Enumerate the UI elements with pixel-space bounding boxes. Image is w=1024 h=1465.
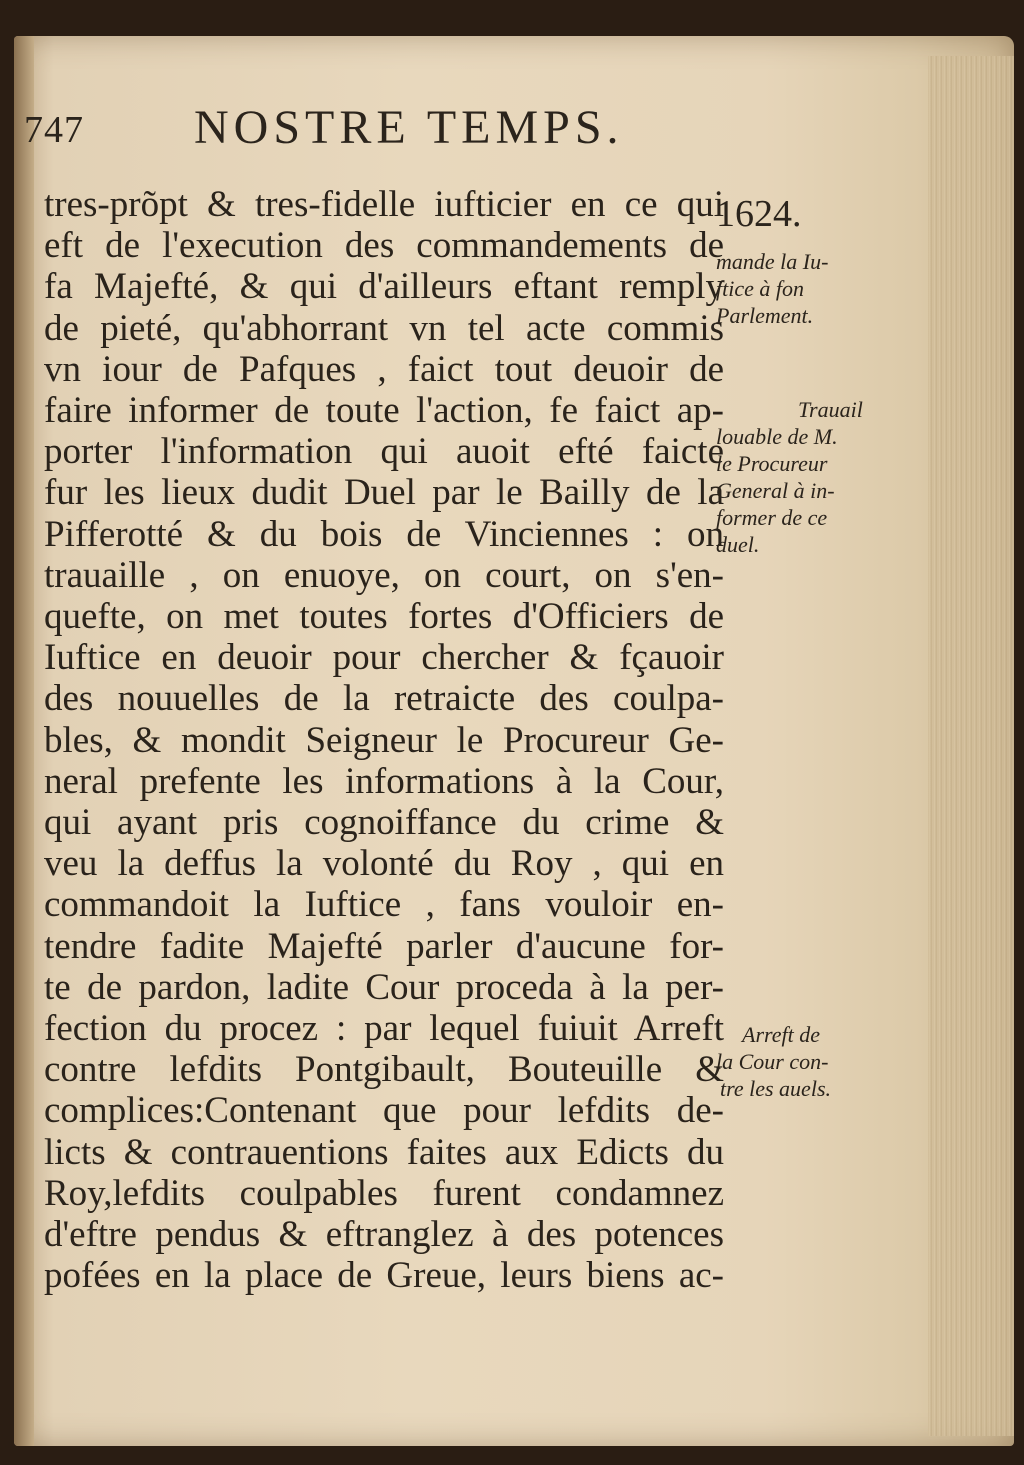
body-line: Roy,lefdits coulpables furent condamnez — [44, 1172, 724, 1214]
margin-note-line: Parlement. — [716, 303, 814, 328]
body-line: vn iour de Pafques , faict tout deuoir de — [44, 348, 724, 390]
body-line: de pieté, qu'abhorrant vn tel acte commis — [44, 307, 724, 349]
body-line: veu la deffus la volonté du Roy , qui en — [44, 843, 724, 885]
body-line: bles, & mondit Seigneur le Procureur Ge- — [44, 719, 724, 761]
body-line: fur les lieux dudit Duel par le Bailly de la — [44, 472, 724, 514]
page-fore-edge — [928, 56, 1014, 1436]
margin-note-line: General à in- — [716, 478, 835, 503]
body-line: trauaille , on enuoye, on court, on s'en- — [44, 554, 724, 596]
body-line: Iuftice en deuoir pour chercher & fçauoir — [44, 637, 724, 679]
margin-note-line: ftice à fon — [716, 276, 804, 301]
page-number: 747 — [24, 109, 84, 151]
body-line: licts & contrauentions faites aux Edicts du — [44, 1131, 724, 1173]
margin-note-line: le Procureur — [716, 451, 828, 476]
body-line: tres-prõpt & tres-fidelle iufticier en ce qui — [44, 184, 724, 225]
margin-year: 1624. — [716, 193, 802, 235]
body-line: d'eftre pendus & eftranglez à des potences — [44, 1214, 724, 1256]
margin-note-line: tre les auels. — [720, 1076, 831, 1101]
body-line: pofées en la place de Greue, leurs biens ac- — [44, 1255, 724, 1297]
body-line: Pifferotté & du bois de Vinciennes : on — [44, 513, 724, 555]
margin-note-line: mande la Iu- — [716, 249, 829, 274]
body-line: quefte, on met toutes fortes d'Officiers de — [44, 596, 724, 638]
body-line: des nouuelles de la retraicte des coulpa- — [44, 678, 724, 720]
body-line: fection du procez : par lequel fuiuit Arreft — [44, 1008, 724, 1050]
body-line: contre lefdits Pontgibault, Bouteuille & — [44, 1049, 724, 1091]
running-header — [24, 100, 724, 156]
body-line: tendre fadite Majefté parler d'aucune for- — [44, 925, 724, 967]
margin-note-line: louable de M. — [716, 424, 838, 449]
body-line: faire informer de toute l'action, fe faict ap- — [44, 390, 724, 432]
margin-note-line: Trauail — [798, 397, 863, 422]
body-line: complices:Contenant que pour lefdits de- — [44, 1090, 724, 1132]
body-line: porter l'information qui auoit efté faicte — [44, 431, 724, 473]
body-line: commandoit la Iuftice , fans vouloir en- — [44, 884, 724, 926]
margin-note-arreft — [716, 1021, 926, 1102]
margin-note-line: duel. — [716, 532, 760, 557]
margin-note-mande — [716, 248, 926, 329]
body-text — [44, 184, 724, 1296]
page-gutter — [14, 36, 34, 1446]
margin-note-line: la Cour con- — [716, 1049, 829, 1074]
body-line: qui ayant pris cognoiffance du crime & — [44, 802, 724, 844]
body-line: eft de l'execution des commandements de — [44, 225, 724, 267]
book-page — [14, 36, 1014, 1446]
margin-note-line: Arreft de — [742, 1022, 820, 1047]
body-line: neral prefente les informations à la Cour, — [44, 760, 724, 802]
body-line: fa Majefté, & qui d'ailleurs eftant remply — [44, 266, 724, 308]
body-line: te de pardon, ladite Cour proceda à la per- — [44, 966, 724, 1008]
running-title: NOSTRE TEMPS. — [194, 101, 624, 154]
margin-note-line: former de ce — [716, 505, 828, 530]
margin-note-trauail — [716, 396, 926, 558]
